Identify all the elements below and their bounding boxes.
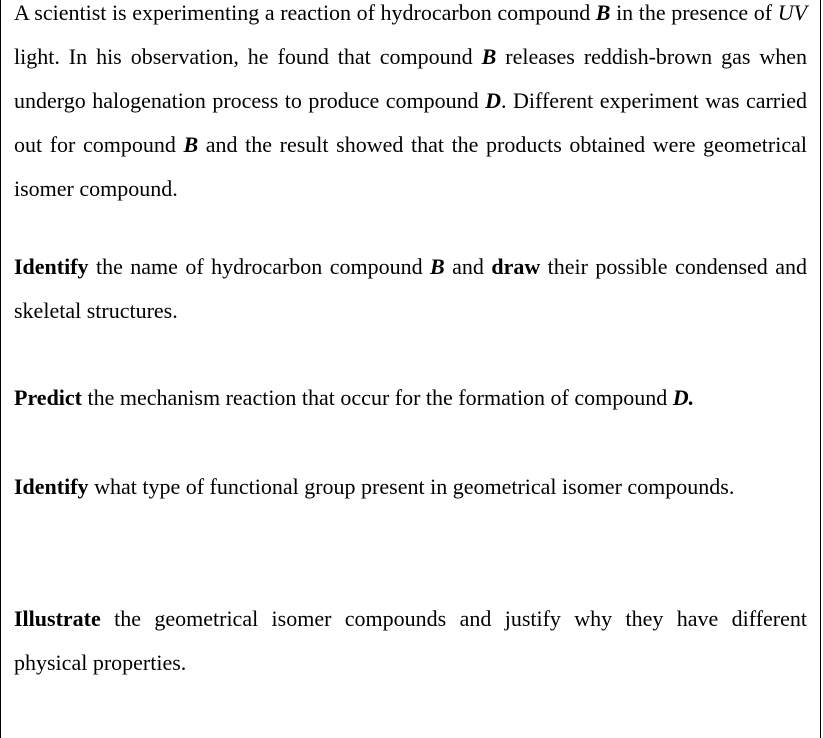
command-word: draw <box>491 254 541 279</box>
question-text: their possible condensed and skeletal structures. <box>14 254 807 323</box>
compound-b-label: B <box>430 254 445 279</box>
compound-d-label: D. <box>672 385 695 410</box>
intro-text-4: releases reddish-brown gas when undergo halogenation process to produce compound <box>14 44 808 113</box>
question-text: what type of functional group present in geometrical isomer compounds. <box>88 474 735 499</box>
intro-paragraph <box>14 0 807 211</box>
intro-text-6: and the result showed that the products obtained were geometrical isomer compound. <box>14 132 807 201</box>
uv-label: UV <box>777 0 808 25</box>
command-word: Identify <box>14 474 89 499</box>
question-1 <box>14 245 807 333</box>
intro-text-5: . Different experiment was carried out for compound <box>14 88 807 157</box>
question-4 <box>14 597 807 685</box>
question-2 <box>14 376 807 420</box>
intro-text-3: light. In his observation, he found that compound <box>14 44 482 69</box>
compound-b-label: B <box>183 132 199 157</box>
command-word: Illustrate <box>14 606 101 631</box>
question-text: the geometrical isomer compounds and justify why they have different physical properties. <box>14 606 807 675</box>
question-text: the mechanism reaction that occur for the formation of compound <box>82 385 673 410</box>
compound-b-label: B <box>595 0 611 25</box>
command-word: Predict <box>14 385 83 410</box>
question-3 <box>14 465 807 509</box>
question-text: and <box>444 254 492 279</box>
compound-d-label: D <box>485 88 502 113</box>
command-word: Identify <box>14 254 89 279</box>
compound-b-label: B <box>481 44 497 69</box>
intro-text-2: in the presence of <box>610 0 778 25</box>
question-text: the name of hydrocarbon compound <box>88 254 431 279</box>
intro-text-1: A scientist is experimenting a reaction of hydrocarbon compound <box>14 0 596 25</box>
